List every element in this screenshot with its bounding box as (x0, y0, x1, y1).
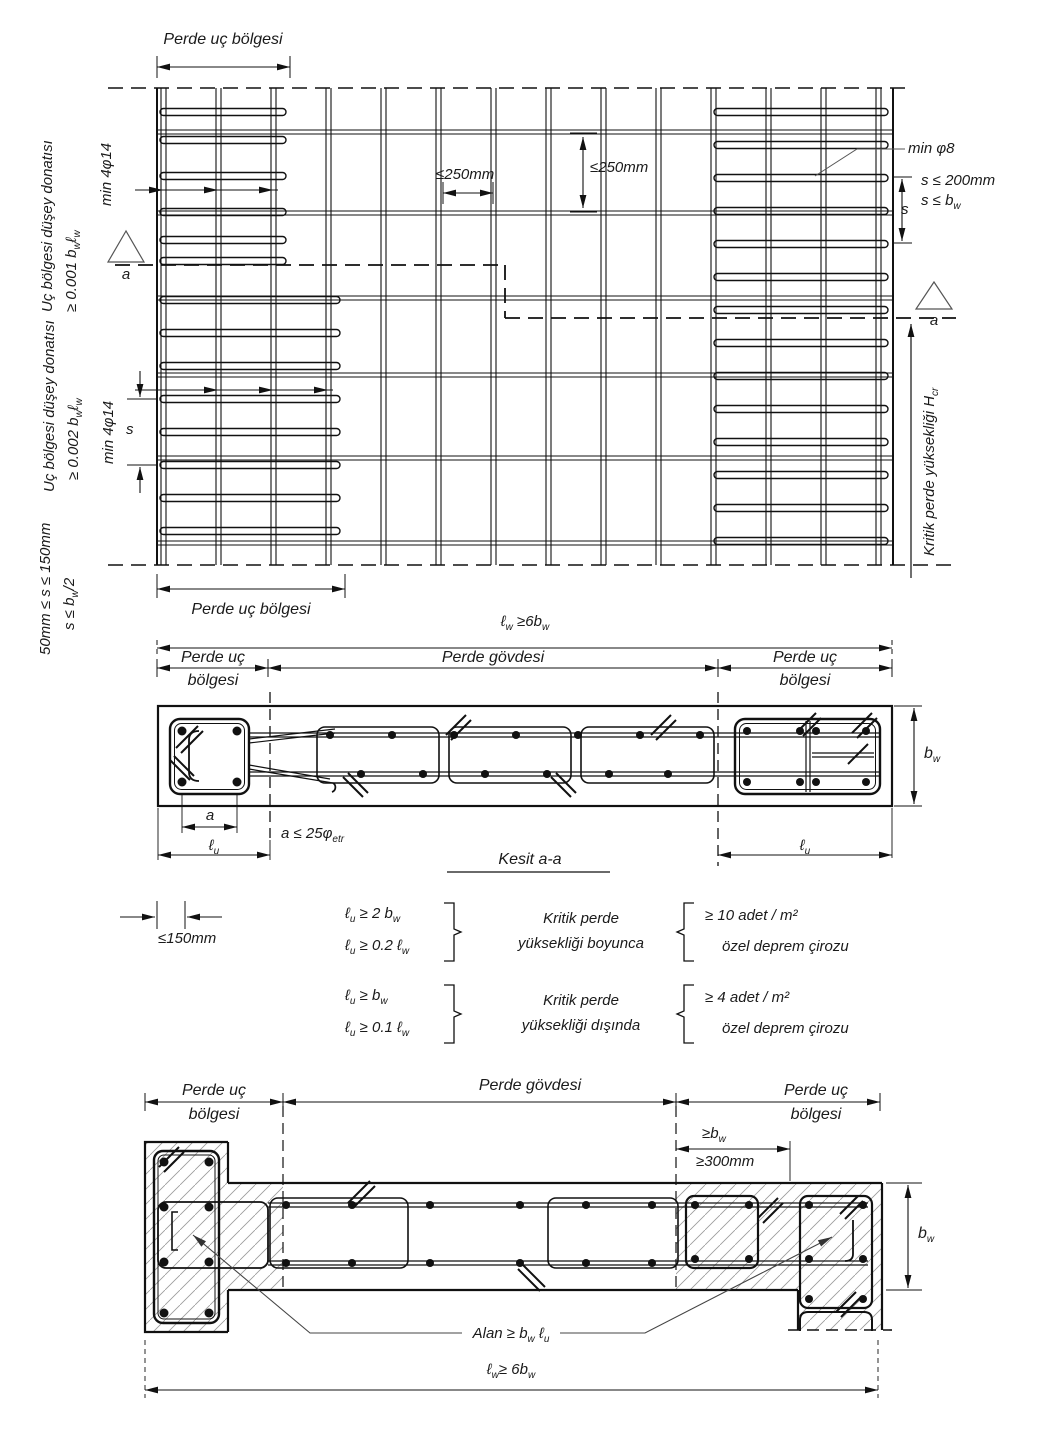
flanged-section-figure (145, 1093, 922, 1398)
rule1-quantity-1: ≥ 10 adet / m² (705, 907, 798, 924)
label-s-spacing-right: s (901, 201, 909, 218)
label-endzone-vertical-rebar-1: Uç bölgesi düşey donatısı (39, 140, 56, 312)
label-s-spacing-left: s (126, 421, 134, 438)
label-dim-250-horizontal: ≤250mm (436, 166, 495, 183)
label-f3-bw: $b_w$ (918, 1225, 935, 1246)
right-end-zone-hoop (735, 713, 880, 794)
rule1-formula-2: ℓ$_u$ ≥ 0.2 ℓ$_w$ (345, 937, 410, 957)
end-zone-hoops-left-top (160, 109, 286, 265)
wall-outline (108, 88, 956, 565)
section-concrete-outline (158, 706, 892, 806)
rule2-formula-2: ℓ$_u$ ≥ 0.1 ℓ$_w$ (345, 1019, 410, 1039)
label-s-bw: $s \le b_w$ (921, 192, 961, 212)
rule2-quantity-1: ≥ 4 adet / m² (705, 989, 790, 1006)
label-spacing-rule-2: $s \le b_w/2$ (61, 577, 81, 630)
label-web-zone: Perde gövdesi (441, 649, 545, 666)
label-right-zone-1: Perde uç (772, 649, 838, 666)
web-stirrups (270, 1198, 678, 1268)
label-min-300mm: ≥300mm (696, 1153, 755, 1170)
section-mark-triangle-right (916, 282, 952, 309)
label-left-zone-1: Perde uç (180, 649, 246, 666)
label-f3-web-zone: Perde gövdesi (478, 1077, 582, 1094)
left-end-zone-hoop (170, 719, 249, 794)
label-dim-150: ≤150mm (158, 930, 217, 947)
rule2-condition-1: Kritik perde (543, 992, 619, 1009)
label-spacing-rule-1: 50mm ≤ s ≤ 150mm (37, 522, 54, 655)
label-min-4phi14-bottom: min 4φ14 (100, 400, 117, 464)
label-a-dimension: a (205, 807, 215, 824)
horizontal-web-bars (157, 130, 893, 545)
section-dimensions-bottom (120, 706, 922, 929)
label-f3-left-zone-1: Perde uç (181, 1082, 247, 1099)
label-a-rule: $a \le 25\varphi_{etr}$ (281, 825, 345, 845)
label-endzone-ratio-1: ≥ 0.001 $b_w\ell_w$ (63, 230, 83, 312)
label-f3-lw-dimension: ℓ$_w$≥ $6b_w$ (486, 1361, 536, 1381)
rule2-formula-1: ℓ$_u$ ≥ $b_w$ (345, 987, 388, 1007)
label-min-4phi14-top: min 4φ14 (98, 142, 115, 206)
label-min-bw: $\ge b_w$ (702, 1125, 726, 1145)
rule1-condition-2: yüksekliği boyunca (518, 935, 644, 952)
label-right-zone-2: bölgesi (779, 672, 831, 689)
section-mark-triangle-left (108, 231, 144, 262)
label-perde-uc-top: Perde uç bölgesi (163, 31, 283, 48)
label-f3-right-zone-2: bölgesi (790, 1106, 842, 1123)
web-bar-dots (282, 1201, 656, 1267)
min-phi8-leader (815, 149, 905, 176)
label-left-zone-2: bölgesi (187, 672, 239, 689)
elevation-figure (108, 56, 956, 598)
elevation-dimensions (127, 56, 912, 598)
rule1-quantity-2: özel deprem çirozu (722, 938, 849, 955)
section-title: Kesit a-a (498, 851, 562, 868)
end-zone-hoops-left-bottom (160, 297, 340, 535)
label-lu-left: ℓ$_u$ (208, 837, 220, 857)
zone-boundaries (283, 1106, 676, 1292)
label-min-phi8: min φ8 (908, 140, 955, 157)
label-section-a-right: a (929, 312, 939, 329)
label-bw-section: $b_w$ (924, 745, 941, 766)
rule1-condition-1: Kritik perde (543, 910, 619, 927)
label-section-a-left: a (121, 266, 131, 283)
label-critical-wall-height: Kritik perde yüksekliği $H_{cr}$ (921, 387, 941, 556)
label-lw-dimension: ℓ$_w$ $\ge 6b_w$ (500, 613, 550, 633)
rule1-formula-1: ℓ$_u$ ≥ 2 $b_w$ (345, 905, 401, 925)
label-endzone-ratio-2: ≥ 0.002 $b_w\ell_w$ (65, 398, 85, 480)
end-zone-hoops-right (714, 109, 888, 545)
label-area-rule: Alan ≥ $b_w$ ℓ$_u$ (472, 1325, 550, 1345)
label-lu-right: ℓ$_u$ (799, 837, 811, 857)
label-f3-left-zone-2: bölgesi (188, 1106, 240, 1123)
vertical-rebar-grid (161, 88, 881, 565)
rule2-quantity-2: özel deprem çirozu (722, 1020, 849, 1037)
label-s-200mm: s ≤ 200mm (921, 172, 996, 189)
label-dim-250-vertical: ≤250mm (590, 159, 649, 176)
label-f3-right-zone-1: Perde uç (783, 1082, 849, 1099)
label-perde-uc-bottom: Perde uç bölgesi (191, 601, 311, 618)
rule2-condition-2: yüksekliği dışında (521, 1017, 641, 1034)
label-endzone-vertical-rebar-2: Uç bölgesi düşey donatısı (41, 320, 58, 492)
web-bar-dots (326, 731, 704, 778)
